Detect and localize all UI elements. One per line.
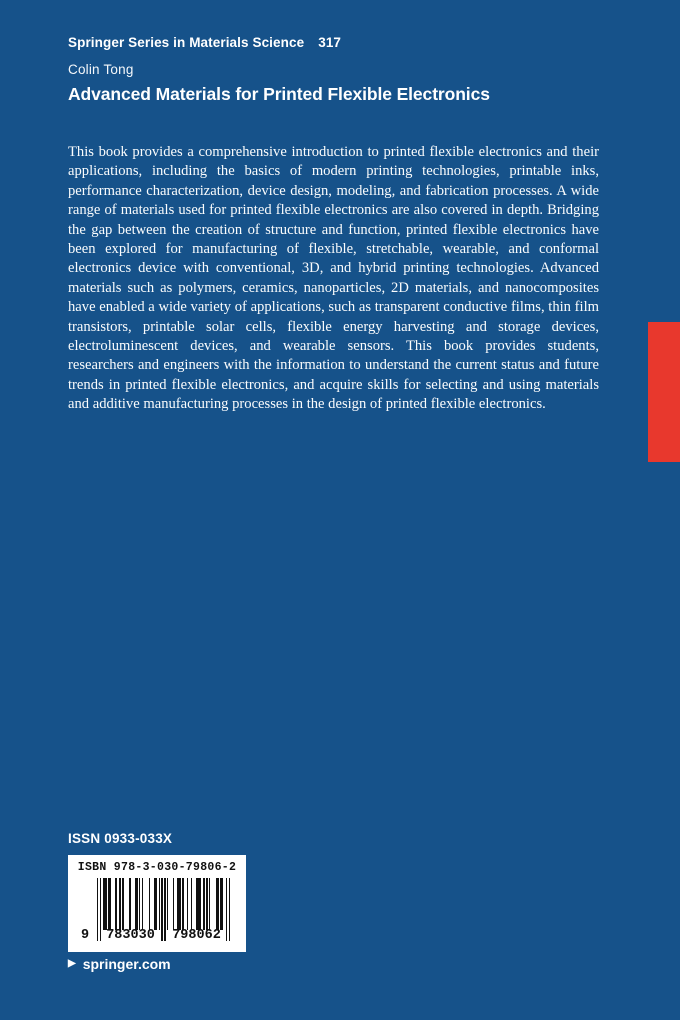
barcode-digit-lead: 9 [80,928,90,943]
author-name: Colin Tong [68,62,134,77]
springer-site-line [68,956,171,972]
arrow-right-icon: ▶ [68,958,76,969]
series-title: Springer Series in Materials Science [68,35,305,50]
red-spine-tab [648,322,680,462]
book-title: Advanced Materials for Printed Flexible Electronics [68,84,490,104]
springer-site-label: springer.com [82,956,171,972]
barcode-digit-group1: 783030 [106,928,155,943]
barcode-digit-group2: 798062 [172,928,221,943]
synopsis-text: This book provides a comprehensive introduction to printed flexible electronics and their applications, including the basics of modern printing technologies, printable inks, performance characterization, device design, modeling, and fabrication processes. A wide range of materials used for printed flexible electronics are also covered in depth. Bridging the gap between the creation of structure and function, printed flexible electronics have been explored for manufacturing of flexible, stretchable, wearable, and conformal electronics device with conventional, 3D, and hybrid printing technologies. Advanced materials such as polymers, ceramics, nanoparticles, 2D materials, and nanocomposites have enabled a wide variety of applications, such as transparent conductive films, thin film transistors, printable solar cells, flexible energy harvesting and storage devices, electroluminescent devices, and wearable sensors. This book provides students, researchers and engineers with the information to understand the current status and future trends in printed flexible electronics, and acquire skills for selecting and using materials and additive manufacturing processes in the design of printed flexible electronics. [68,144,599,413]
series-number: 317 [318,35,342,50]
series-line [68,35,341,50]
barcode-box [68,855,246,952]
issn-label: ISSN 0933-033X [68,831,173,846]
isbn-label: ISBN 978-3-030-79806-2 [77,861,237,874]
